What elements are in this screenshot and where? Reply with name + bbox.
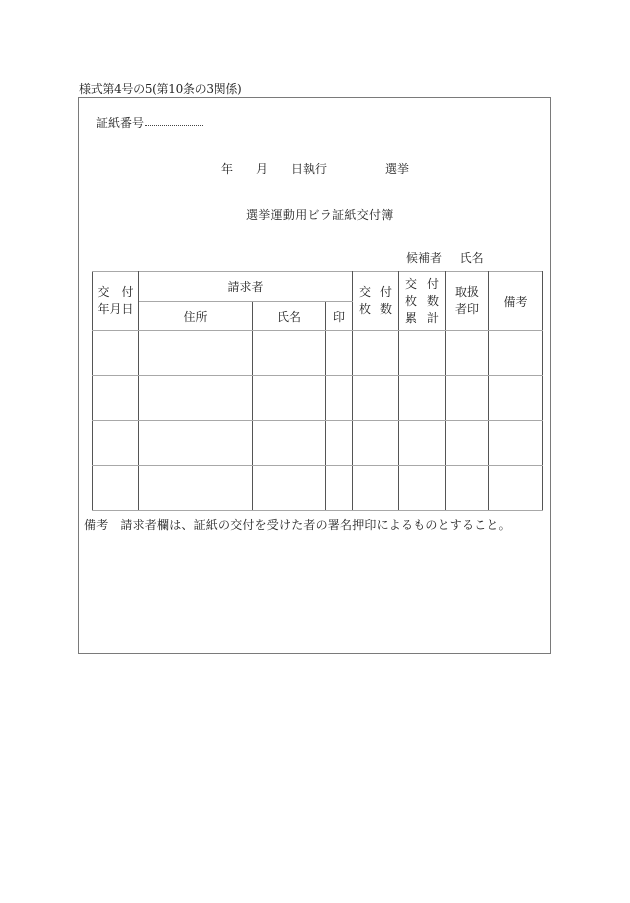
serial-number-label: 証紙番号 [96, 116, 145, 130]
cell-cumulative[interactable] [399, 421, 446, 466]
cell-issue-date[interactable] [93, 421, 139, 466]
cell-remarks[interactable] [489, 466, 543, 511]
hdr-text: 枚 [405, 293, 418, 308]
cell-address[interactable] [139, 376, 253, 421]
cell-handler-seal[interactable] [446, 331, 489, 376]
footnote-text: 請求者欄は、証紙の交付を受けた者の署名押印によるものとすること。 [120, 518, 511, 532]
cell-handler-seal[interactable] [446, 376, 489, 421]
hdr-text: 累 [405, 310, 418, 325]
table-row [93, 421, 543, 466]
cell-name[interactable] [253, 421, 326, 466]
year-label: 年 [221, 162, 234, 176]
table-row [93, 376, 543, 421]
header-issue-date [93, 272, 139, 331]
cell-issued-count[interactable] [353, 331, 399, 376]
hdr-text: 取 [455, 285, 468, 299]
cell-address[interactable] [139, 421, 253, 466]
issuance-ledger-table [92, 271, 543, 511]
header-issue-date-line2: 年月日 [97, 302, 134, 316]
day-executed-label: 日執行 [291, 162, 328, 176]
header-issued-count [353, 272, 399, 331]
cell-issued-count[interactable] [353, 421, 399, 466]
cell-name[interactable] [253, 331, 326, 376]
table-row [93, 466, 543, 511]
header-cumulative-count [399, 272, 446, 331]
cell-address[interactable] [139, 331, 253, 376]
document-title: 選挙運動用ビラ証紙交付簿 [246, 208, 394, 222]
cell-remarks[interactable] [489, 376, 543, 421]
header-remarks: 備考 [489, 272, 543, 331]
cell-issue-date[interactable] [93, 331, 139, 376]
cell-handler-seal[interactable] [446, 466, 489, 511]
header-requester: 請求者 [139, 272, 353, 302]
cell-issued-count[interactable] [353, 376, 399, 421]
footnote [84, 516, 511, 533]
hdr-text: 付 [426, 276, 439, 291]
candidate-line [406, 249, 484, 266]
cell-name[interactable] [253, 466, 326, 511]
hdr-text: 交 [359, 285, 372, 299]
cell-issue-date[interactable] [93, 376, 139, 421]
hdr-text: 印 [467, 302, 480, 316]
cell-remarks[interactable] [489, 331, 543, 376]
cell-handler-seal[interactable] [446, 421, 489, 466]
hdr-text: 枚 [359, 302, 372, 316]
hdr-text: 交 [405, 276, 418, 291]
hdr-text: 数 [426, 293, 439, 308]
hdr-text: 計 [426, 310, 439, 325]
hdr-text: 付 [379, 285, 392, 299]
hdr-text: 者 [455, 302, 468, 316]
header-address: 住所 [139, 302, 253, 331]
header-handler-seal [446, 272, 489, 331]
hdr-text: 数 [379, 302, 392, 316]
serial-number-field [96, 114, 203, 131]
form-number-label: 様式第4号の5(第10条の3関係) [79, 82, 242, 96]
month-label: 月 [256, 162, 269, 176]
candidate-label: 候補者 [406, 251, 443, 265]
cell-issue-date[interactable] [93, 466, 139, 511]
cell-seal[interactable] [326, 376, 353, 421]
cell-remarks[interactable] [489, 421, 543, 466]
cell-cumulative[interactable] [399, 331, 446, 376]
cell-seal[interactable] [326, 466, 353, 511]
cell-cumulative[interactable] [399, 466, 446, 511]
hdr-text: 扱 [467, 285, 480, 299]
header-name: 氏名 [253, 302, 326, 331]
cell-seal[interactable] [326, 331, 353, 376]
cell-issued-count[interactable] [353, 466, 399, 511]
serial-number-blank[interactable] [145, 114, 203, 126]
cell-cumulative[interactable] [399, 376, 446, 421]
header-seal: 印 [326, 302, 353, 331]
cell-address[interactable] [139, 466, 253, 511]
table-row [93, 331, 543, 376]
election-label: 選挙 [385, 162, 410, 176]
candidate-name-label: 氏名 [459, 251, 484, 265]
cell-name[interactable] [253, 376, 326, 421]
footnote-label: 備考 [84, 518, 109, 532]
header-issue-date-line1: 交 付 [97, 285, 134, 299]
cell-seal[interactable] [326, 421, 353, 466]
